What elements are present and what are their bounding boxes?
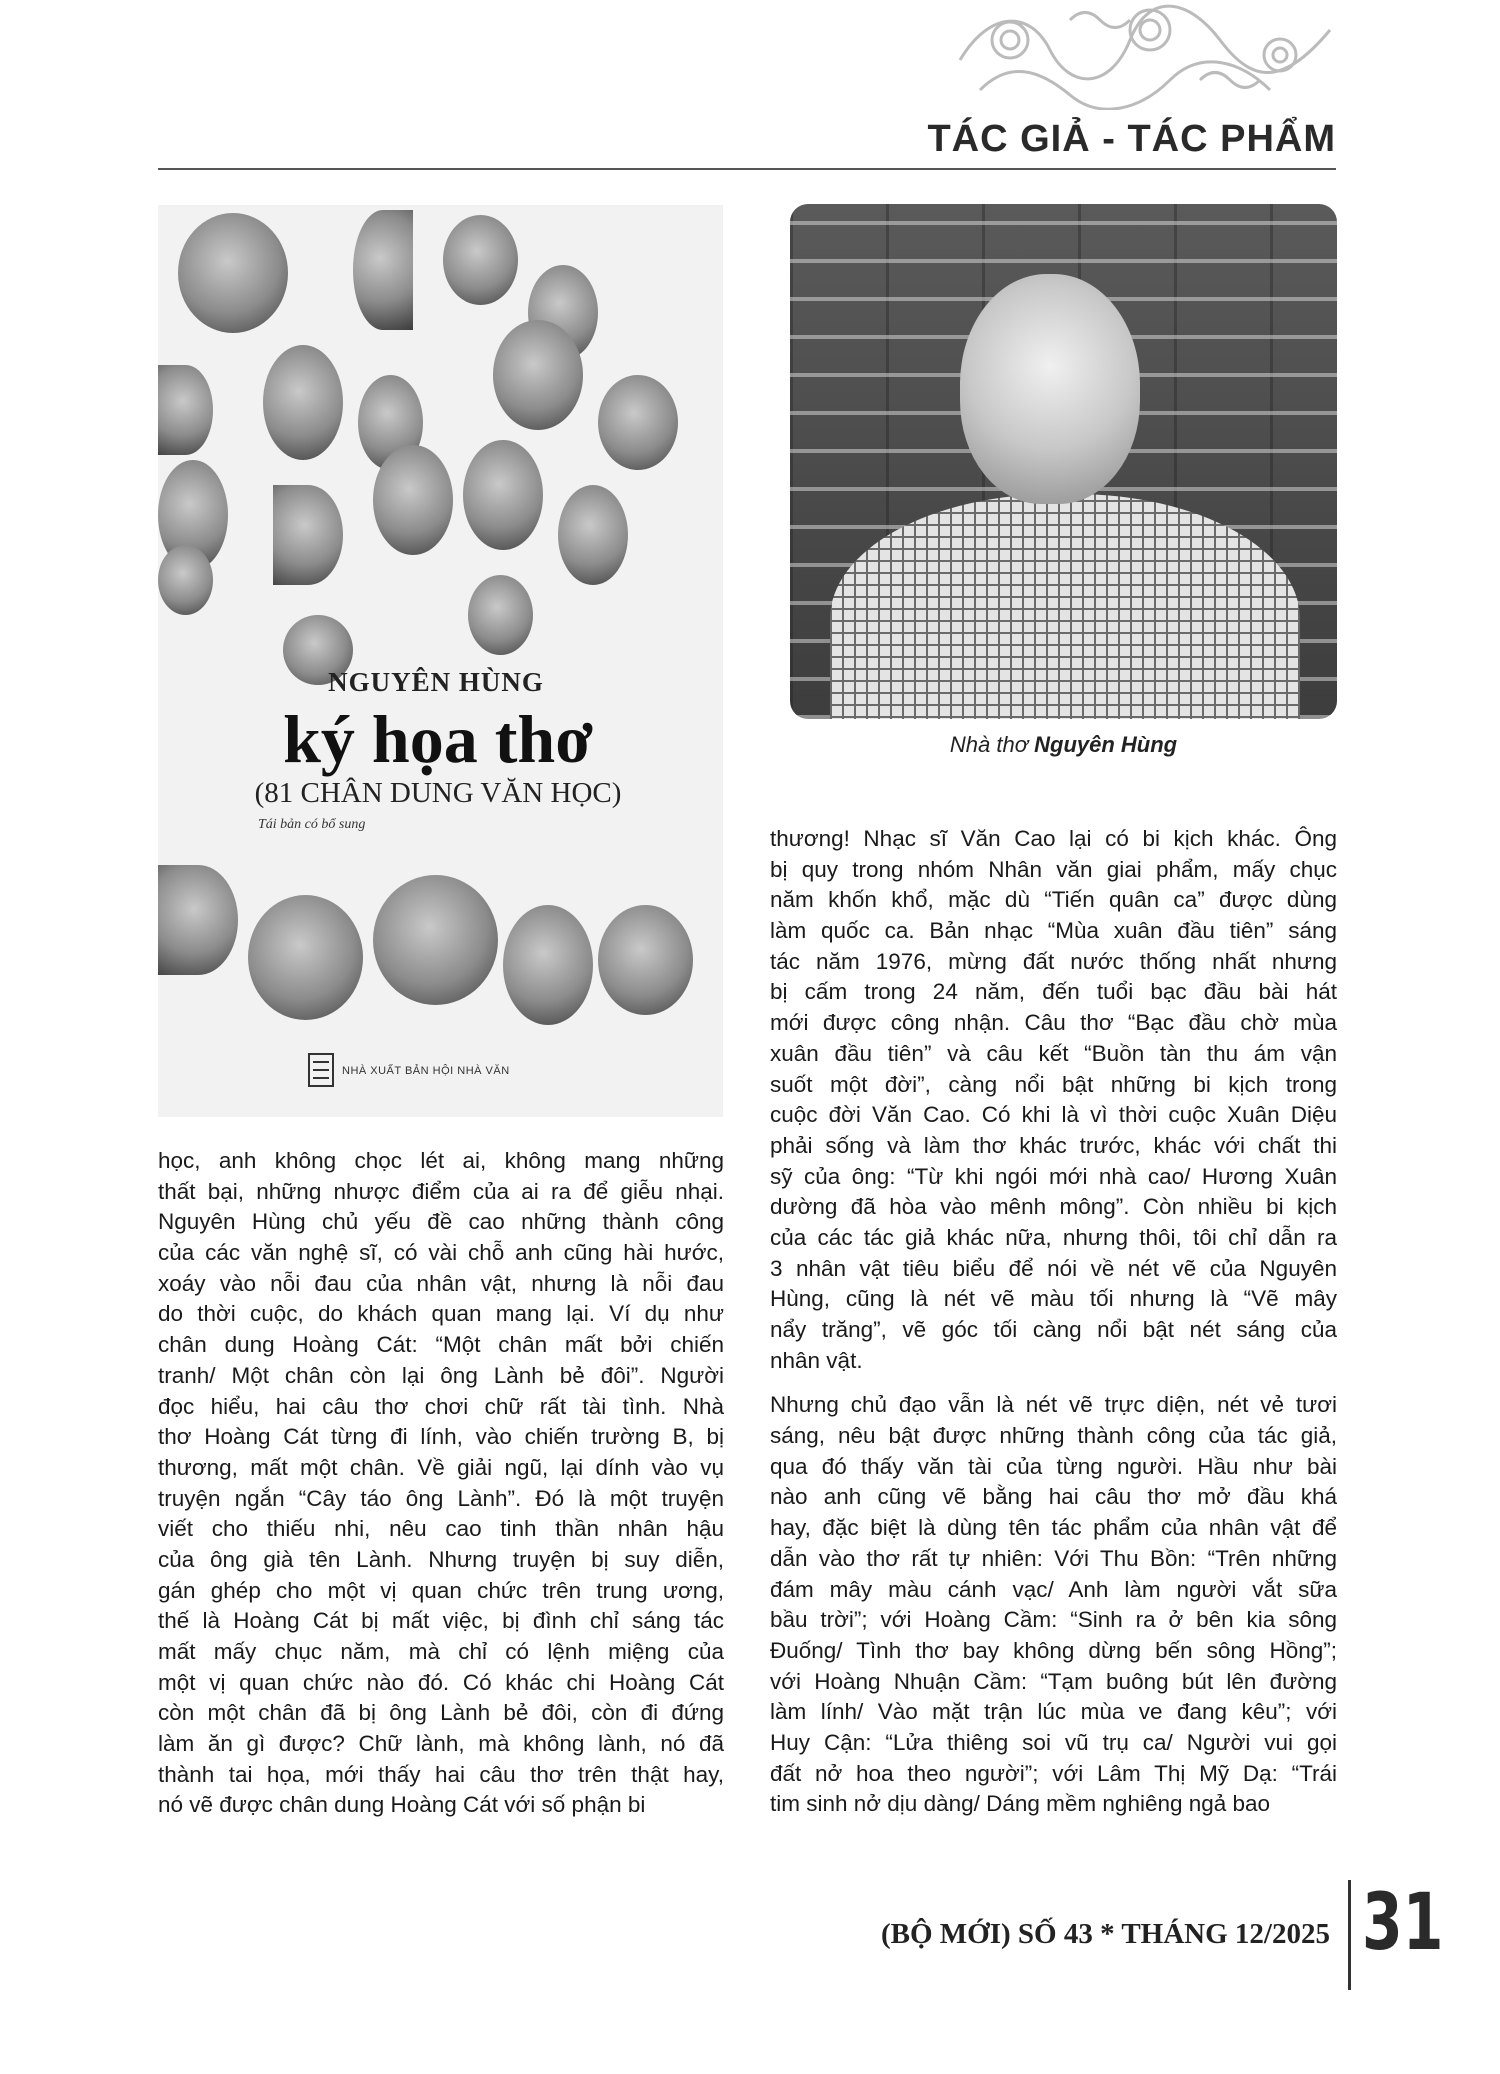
text-line: đọc hiểu, hai câu thơ chơi chữ rất tài tình. Nhà xyxy=(158,1393,724,1419)
text-line: tim sinh nở dịu dàng/ Dáng mềm nghiêng ngả bao xyxy=(770,1791,1271,1817)
text-line: một vị quan chức nào đó. Có khác chi Hoàng Cát xyxy=(158,1669,724,1695)
portrait-face xyxy=(373,875,498,1005)
text-line: bầu trời”; với Hoàng Cầm: “Sinh ra ở bên kia sông xyxy=(770,1607,1337,1633)
portrait-face xyxy=(558,485,628,585)
paragraph-gap xyxy=(770,1376,1337,1390)
book-cover-image xyxy=(158,205,723,1117)
header-divider xyxy=(158,168,1336,170)
portrait-face xyxy=(263,345,343,460)
portrait-face xyxy=(158,365,213,455)
article-column-left xyxy=(158,1146,724,1821)
text-line: viết cho thiếu nhi, nêu cao tinh thần nhân hậu xyxy=(158,1516,724,1542)
text-line: nào anh cũng vẽ bằng hai câu thơ mở đầu khá xyxy=(770,1484,1337,1510)
photo-caption xyxy=(790,732,1337,758)
cover-publisher: NHÀ XUẤT BẢN HỘI NHÀ VĂN xyxy=(342,1065,510,1077)
text-line: làm lính/ Vào mặt trận lúc mùa ve đang kêu”; với xyxy=(770,1699,1337,1725)
text-line: phải sống và làm thơ khác trước, khác với chất thi xyxy=(770,1132,1337,1158)
text-line: tác năm 1976, mừng đất nước thống nhất nhưng xyxy=(770,948,1337,974)
portrait-face xyxy=(373,445,453,555)
text-line: bị quy trong nhóm Nhân văn giai phẩm, mấy chục xyxy=(770,856,1337,882)
portrait-face xyxy=(443,215,518,305)
text-line: xoáy vào nỗi đau của nhân vật, nhưng là nỗi đau xyxy=(158,1270,724,1296)
text-line: thơ Hoàng Cát từng đi lính, vào chiến trường B, bị xyxy=(158,1424,724,1450)
section-title: TÁC GIẢ - TÁC PHẨM xyxy=(927,118,1336,160)
text-line: với Hoàng Nhuận Cầm: “Tạm buông bút lên đường xyxy=(770,1668,1337,1694)
text-line: do thời cuộc, do khách quan mang lại. Ví dụ như xyxy=(158,1301,724,1327)
text-line: làm ăn gì được? Chữ lành, mà không lành, nó đã xyxy=(158,1731,724,1757)
text-line: Nguyên Hùng chủ yếu đề cao những thành công xyxy=(158,1209,724,1235)
text-line: đám mây màu cánh vạc/ Anh làm người vắt sữa xyxy=(770,1576,1337,1602)
text-line: nhân vật. xyxy=(770,1347,863,1373)
portrait-face xyxy=(503,905,593,1025)
portrait-face xyxy=(248,895,363,1020)
text-line: dường đã hòa vào mênh mông”. Còn nhiều bi kịch xyxy=(770,1194,1337,1220)
text-line: dẫn vào thơ rất tự nhiên: Với Thu Bồn: “Trên những xyxy=(770,1545,1337,1571)
cover-author: NGUYÊN HÙNG xyxy=(328,667,544,697)
text-line: còn một chân đã bị ông Lành bẻ đôi, còn đi đứng xyxy=(158,1700,724,1726)
text-line: năm khốn khổ, mặc dù “Tiến quân ca” được dùng xyxy=(770,887,1337,913)
text-line: gán ghép cho một vị quan chức trên trung ương, xyxy=(158,1577,724,1603)
portrait-face xyxy=(493,320,583,430)
portrait-face xyxy=(463,440,543,550)
decorative-ornament xyxy=(950,0,1340,110)
text-line: thương! Nhạc sĩ Văn Cao lại có bi kịch khác. Ông xyxy=(770,826,1337,851)
portrait-face xyxy=(598,905,693,1015)
text-line: nó vẽ được chân dung Hoàng Cát với số phận bi xyxy=(158,1792,646,1818)
text-line: sỹ của ông: “Từ khi ngói mới nhà cao/ Hương Xuân xyxy=(770,1163,1337,1189)
page-number: 31 xyxy=(1362,1878,1444,1968)
caption-prefix: Nhà thơ xyxy=(949,732,1028,757)
portrait-face xyxy=(353,210,413,330)
issue-info: (BỘ MỚI) SỐ 43 * THÁNG 12/2025 xyxy=(881,1918,1330,1950)
text-line: hay, đặc biệt là dùng tên tác phẩm của nhân vật để xyxy=(770,1515,1337,1541)
text-line: chân dung Hoàng Cát: “Một chân mất bởi chiến xyxy=(158,1332,724,1358)
portrait-face xyxy=(468,575,533,655)
portrait-face xyxy=(178,213,288,333)
cover-title: ký họa thơ xyxy=(283,701,593,777)
text-line: đất nở hoa theo người”; với Lâm Thị Mỹ Dạ: “Trái xyxy=(770,1760,1337,1786)
footer-divider xyxy=(1348,1880,1351,1990)
caption-name: Nguyên Hùng xyxy=(1034,732,1178,757)
text-line: thất bại, những nhược điểm của ai ra để giễu nhại. xyxy=(158,1178,724,1204)
text-line: sáng, nêu bật được những thành công của tác giả, xyxy=(770,1423,1337,1449)
text-line: Huy Cận: “Lửa thiêng soi vũ trụ ca/ Người vui gọi xyxy=(770,1729,1337,1755)
photo-shirt xyxy=(830,494,1300,719)
portrait-face xyxy=(158,545,213,615)
text-line: của ông già tên Lành. Nhưng truyện bị suy diễn, xyxy=(158,1546,724,1572)
portrait-face xyxy=(273,485,343,585)
author-photo xyxy=(790,204,1337,719)
text-line: Hùng, cũng là nét vẽ màu tối nhưng là “Vẽ mây xyxy=(770,1286,1337,1312)
text-line: thành tai họa, mới thấy hai câu thơ trên thật hay, xyxy=(158,1761,724,1787)
cover-edition-note: Tái bản có bổ sung xyxy=(258,817,366,832)
text-line: nẩy trăng”, vẽ góc tối càng nổi bật nét sáng của xyxy=(770,1317,1337,1342)
photo-head xyxy=(960,274,1140,504)
text-line: mất mấy chục năm, mà chỉ có lệnh miệng của xyxy=(158,1639,724,1664)
text-line: suốt một đời”, càng nổi bật những bi kịch trong xyxy=(770,1071,1337,1097)
text-line: thế là Hoàng Cát bị mất việc, bị đình chỉ sáng tác xyxy=(158,1608,724,1634)
text-line: qua đó thấy văn tài của từng người. Hầu như bài xyxy=(770,1453,1337,1479)
article-column-right xyxy=(770,824,1337,1820)
text-line: Nhưng chủ đạo vẫn là nét vẽ trực diện, nét vẻ tươi xyxy=(770,1392,1337,1418)
publisher-logo-icon xyxy=(308,1053,334,1087)
text-line: 3 nhân vật tiêu biểu để nói về nét vẽ của Nguyên xyxy=(770,1255,1337,1281)
text-line: làm quốc ca. Bản nhạc “Mùa xuân đầu tiên” sáng xyxy=(770,918,1337,944)
text-line: mới được công nhận. Câu thơ “Bạc đầu chờ mùa xyxy=(770,1010,1337,1036)
text-line: xuân đầu tiên” và câu kết “Buồn tàn thu ám vận xyxy=(770,1040,1337,1066)
text-line: của các tác giả khác nữa, nhưng thôi, tôi chỉ dẫn ra xyxy=(770,1224,1337,1250)
text-line: của các văn nghệ sĩ, có vài chỗ anh cũng hài hước, xyxy=(158,1240,724,1266)
text-line: Đuống/ Tình thơ bay không dừng bến sông Hồng”; xyxy=(770,1637,1337,1663)
portrait-face xyxy=(158,865,238,975)
cover-subtitle: (81 CHÂN DUNG VĂN HỌC) xyxy=(254,777,622,809)
text-line: học, anh không chọc lét ai, không mang những xyxy=(158,1148,724,1173)
text-line: thương, mất một chân. Về giải ngũ, lại dính vào vụ xyxy=(158,1454,724,1480)
text-line: tranh/ Một chân còn lại ông Lành bẻ đôi”. Người xyxy=(158,1362,724,1388)
text-line: cuộc đời Văn Cao. Có khi là vì thời cuộc Xuân Diệu xyxy=(770,1102,1337,1128)
text-line: truyện ngắn “Cây táo ông Lành”. Đó là một truyện xyxy=(158,1485,724,1511)
text-line: bị cấm trong 24 năm, đến tuổi bạc đầu bài hát xyxy=(770,979,1337,1005)
portrait-face xyxy=(598,375,678,470)
